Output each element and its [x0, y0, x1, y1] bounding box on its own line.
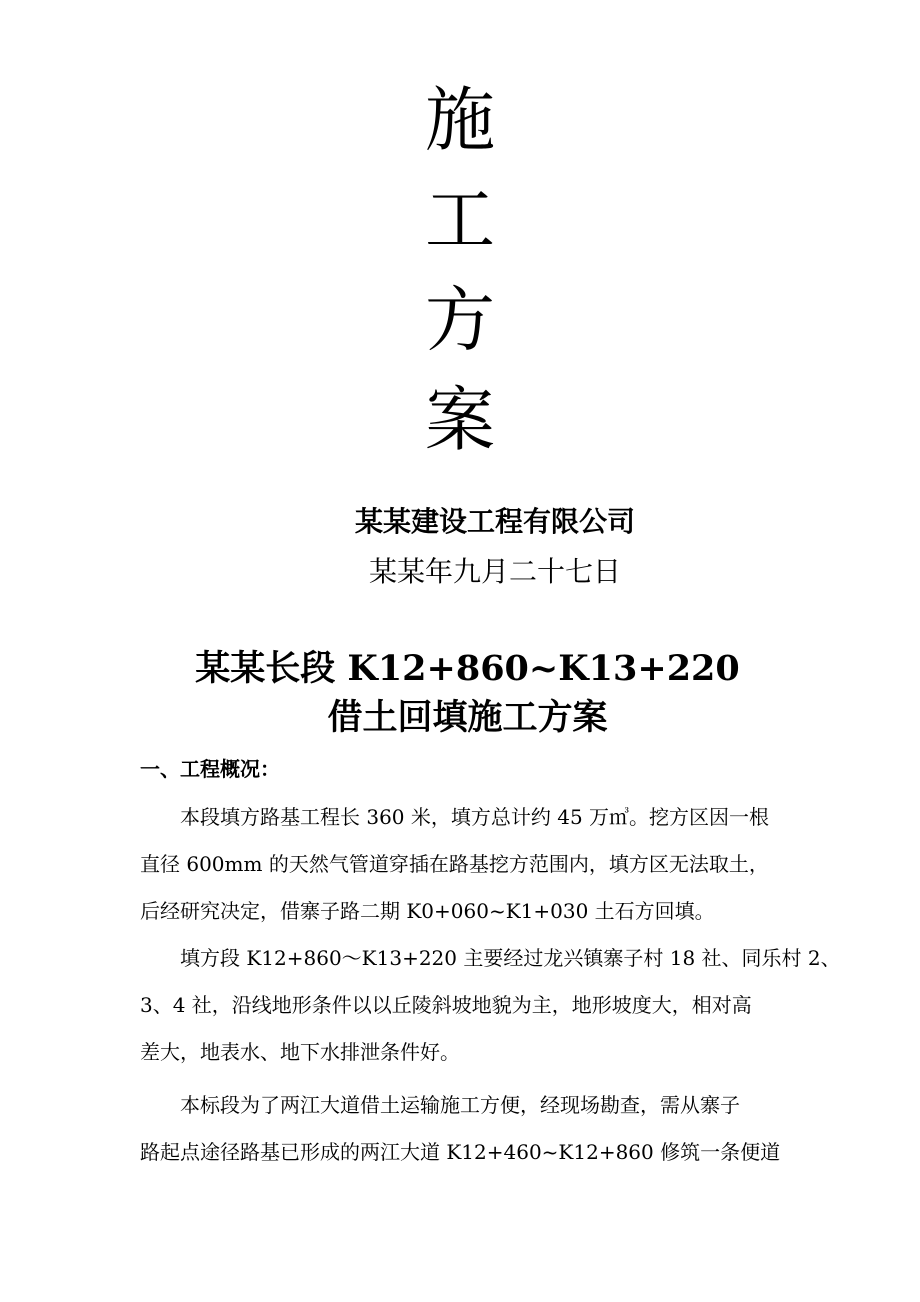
- paragraph-line: 后经研究决定，借寨子路二期 K0+060~K1+030 土石方回填。: [140, 899, 715, 923]
- section-heading: 一、工程概况：: [140, 757, 280, 781]
- cover-title-char-2: 工: [425, 179, 495, 261]
- paragraph-1: [140, 794, 800, 935]
- cover-title-char-1: 施: [425, 79, 495, 161]
- paragraph-line: 本标段为了两江大道借土运输施工方便，经现场勘查，需从寨子: [180, 1093, 740, 1117]
- document-title-line-1: 某某长段 K12+860~K13+220: [195, 648, 740, 689]
- document-title-line-2: 借土回填施工方案: [327, 697, 608, 738]
- cover-title-char-4: 案: [425, 379, 495, 461]
- paragraph-line: 路起点途径路基已形成的两江大道 K12+460~K12+860 修筑一条便道: [140, 1140, 781, 1164]
- paragraph-2: [140, 935, 841, 1076]
- company-name: 某某建设工程有限公司: [354, 505, 635, 538]
- paragraph-line: 直径 600mm 的天然气管道穿插在路基挖方范围内，填方区无法取土，: [140, 852, 769, 876]
- cover-date: 某某年九月二十七日: [368, 555, 621, 588]
- paragraph-line: 差大，地表水、地下水排泄条件好。: [140, 1040, 460, 1064]
- paragraph-line: 3、4 社，沿线地形条件以以丘陵斜坡地貌为主，地形坡度大，相对高: [140, 993, 752, 1017]
- paragraph-line: 本段填方路基工程长 360 米，填方总计约 45 万㎥。挖方区因一根: [180, 805, 770, 829]
- paragraph-3: [140, 1082, 800, 1176]
- paragraph-line: 填方段 K12+860～K13+220 主要经过龙兴镇寨子村 18 社、同乐村 2、: [180, 946, 841, 970]
- cover-title-char-3: 方: [425, 279, 495, 361]
